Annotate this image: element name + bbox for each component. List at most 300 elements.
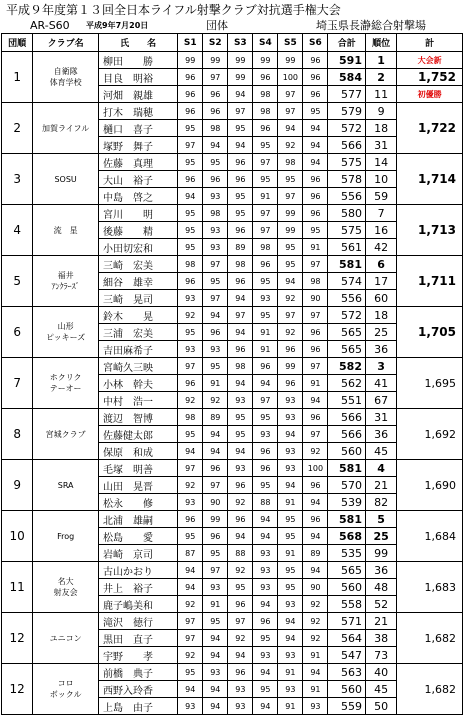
table-row xyxy=(2,52,463,69)
series-score-s4: 93 xyxy=(253,426,278,443)
shooter-name: 小田切宏和 xyxy=(98,239,177,256)
table-row xyxy=(2,307,463,324)
individual-total: 566 xyxy=(328,137,366,154)
series-score-s2: 97 xyxy=(203,256,228,273)
club-name-line: ユニコン xyxy=(49,633,82,643)
individual-rank: 25 xyxy=(365,528,396,545)
individual-total: 584 xyxy=(328,69,366,86)
series-score-s3: 94 xyxy=(228,375,253,392)
series-score-s2: 96 xyxy=(203,324,228,341)
individual-rank: 7 xyxy=(365,205,396,222)
club-name xyxy=(33,52,99,103)
series-score-s6: 100 xyxy=(303,460,328,477)
series-score-s2: 93 xyxy=(203,341,228,358)
series-score-s4: 98 xyxy=(253,86,278,103)
individual-rank: 1 xyxy=(365,52,396,69)
header-cell: クラブ名 xyxy=(33,34,99,52)
series-score-s4: 91 xyxy=(253,341,278,358)
individual-rank: 36 xyxy=(365,426,396,443)
series-score-s6: 98 xyxy=(303,273,328,290)
series-score-s2: 93 xyxy=(203,664,228,681)
series-score-s5: 92 xyxy=(278,324,303,341)
shooter-name: 後藤 精 xyxy=(98,222,177,239)
series-score-s1: 92 xyxy=(178,596,203,613)
club-name-line: 流 星 xyxy=(53,225,78,235)
series-score-s4: 96 xyxy=(253,443,278,460)
series-score-s1: 96 xyxy=(178,375,203,392)
results-table xyxy=(1,33,463,715)
series-score-s2: 96 xyxy=(203,86,228,103)
series-score-s5: 92 xyxy=(278,137,303,154)
team-rank: 6 xyxy=(2,307,33,358)
series-score-s5: 91 xyxy=(278,494,303,511)
series-score-s5: 99 xyxy=(278,222,303,239)
series-score-s6: 95 xyxy=(303,103,328,120)
series-score-s1: 97 xyxy=(178,137,203,154)
header-cell: S1 xyxy=(178,34,203,52)
series-score-s2: 98 xyxy=(203,205,228,222)
shooter-name: 井上 裕子 xyxy=(98,579,177,596)
series-score-s1: 95 xyxy=(178,528,203,545)
series-score-s6: 97 xyxy=(303,307,328,324)
series-score-s5: 100 xyxy=(278,69,303,86)
series-score-s5: 93 xyxy=(278,596,303,613)
team-total: 1,690 xyxy=(397,460,463,511)
shooter-name: 渡辺 智博 xyxy=(98,409,177,426)
individual-rank: 36 xyxy=(365,341,396,358)
series-score-s4: 95 xyxy=(253,273,278,290)
series-score-s2: 97 xyxy=(203,477,228,494)
individual-rank: 31 xyxy=(365,137,396,154)
individual-rank: 18 xyxy=(365,307,396,324)
team-rank: 8 xyxy=(2,409,33,460)
series-score-s6: 92 xyxy=(303,613,328,630)
record-note: 大会新 xyxy=(397,52,463,69)
series-score-s1: 92 xyxy=(178,477,203,494)
series-score-s6: 97 xyxy=(303,256,328,273)
shooter-name: 中島 啓之 xyxy=(98,188,177,205)
individual-total: 556 xyxy=(328,290,366,307)
individual-total: 578 xyxy=(328,171,366,188)
series-score-s2: 94 xyxy=(203,426,228,443)
series-score-s2: 93 xyxy=(203,188,228,205)
individual-total: 565 xyxy=(328,341,366,358)
series-score-s3: 95 xyxy=(228,188,253,205)
series-score-s4: 94 xyxy=(253,375,278,392)
series-score-s2: 93 xyxy=(203,239,228,256)
club-name-line: 名大 xyxy=(57,577,74,586)
shooter-name: 北浦 雄嗣 xyxy=(98,511,177,528)
team-rank: 9 xyxy=(2,460,33,511)
series-score-s1: 97 xyxy=(178,358,203,375)
series-score-s1: 97 xyxy=(178,630,203,647)
series-score-s5: 99 xyxy=(278,358,303,375)
individual-total: 565 xyxy=(328,562,366,579)
individual-rank: 73 xyxy=(365,647,396,664)
individual-total: 577 xyxy=(328,86,366,103)
series-score-s6: 96 xyxy=(303,205,328,222)
series-score-s4: 93 xyxy=(253,545,278,562)
series-score-s3: 96 xyxy=(228,477,253,494)
series-score-s3: 89 xyxy=(228,239,253,256)
series-score-s5: 97 xyxy=(278,188,303,205)
individual-rank: 5 xyxy=(365,511,396,528)
individual-total: 570 xyxy=(328,477,366,494)
series-score-s3: 96 xyxy=(228,341,253,358)
record-note: 初優勝 xyxy=(397,86,463,103)
series-score-s3: 96 xyxy=(228,222,253,239)
shooter-name: 佐藤健太郎 xyxy=(98,426,177,443)
team-total: 1,695 xyxy=(397,358,463,409)
series-score-s6: 90 xyxy=(303,579,328,596)
series-score-s2: 91 xyxy=(203,596,228,613)
team-rank: 12 xyxy=(2,664,33,715)
team-total: 1,711 xyxy=(397,256,463,307)
individual-total: 564 xyxy=(328,630,366,647)
series-score-s3: 96 xyxy=(228,273,253,290)
individual-total: 580 xyxy=(328,205,366,222)
header-cell: S4 xyxy=(253,34,278,52)
team-rank: 7 xyxy=(2,358,33,409)
series-score-s1: 96 xyxy=(178,273,203,290)
series-score-s6: 96 xyxy=(303,324,328,341)
series-score-s3: 97 xyxy=(228,613,253,630)
team-total: 1,722 xyxy=(397,103,463,154)
series-score-s4: 97 xyxy=(253,205,278,222)
header-cell: S3 xyxy=(228,34,253,52)
series-score-s6: 94 xyxy=(303,392,328,409)
individual-rank: 36 xyxy=(365,562,396,579)
series-score-s3: 98 xyxy=(228,256,253,273)
series-score-s3: 92 xyxy=(228,562,253,579)
club-name xyxy=(33,613,99,664)
series-score-s2: 92 xyxy=(203,392,228,409)
series-score-s3: 96 xyxy=(228,511,253,528)
shooter-name: 古山かおり xyxy=(98,562,177,579)
series-score-s1: 94 xyxy=(178,443,203,460)
club-name xyxy=(33,511,99,562)
shooter-name: 三崎 晃司 xyxy=(98,290,177,307)
shooter-name: 宇野 孝 xyxy=(98,647,177,664)
series-score-s4: 94 xyxy=(253,596,278,613)
club-name xyxy=(33,103,99,154)
series-score-s6: 96 xyxy=(303,511,328,528)
individual-total: 556 xyxy=(328,188,366,205)
shooter-name: 鈴木 晃 xyxy=(98,307,177,324)
series-score-s6: 96 xyxy=(303,171,328,188)
individual-rank: 10 xyxy=(365,171,396,188)
series-score-s6: 94 xyxy=(303,528,328,545)
individual-total: 581 xyxy=(328,460,366,477)
individual-rank: 9 xyxy=(365,103,396,120)
team-total: 1,682 xyxy=(397,664,463,715)
team-total: 1,713 xyxy=(397,205,463,256)
series-score-s2: 98 xyxy=(203,120,228,137)
club-name xyxy=(33,562,99,613)
series-score-s5: 98 xyxy=(278,154,303,171)
series-score-s2: 94 xyxy=(203,137,228,154)
series-score-s2: 91 xyxy=(203,375,228,392)
individual-rank: 25 xyxy=(365,324,396,341)
shooter-name: 目良 明裕 xyxy=(98,69,177,86)
club-name xyxy=(33,358,99,409)
individual-total: 566 xyxy=(328,426,366,443)
series-score-s6: 95 xyxy=(303,222,328,239)
shooter-name: 滝沢 徳行 xyxy=(98,613,177,630)
series-score-s1: 95 xyxy=(178,664,203,681)
series-score-s4: 93 xyxy=(253,579,278,596)
shooter-name: 樋口 喜子 xyxy=(98,120,177,137)
header-cell: S2 xyxy=(203,34,228,52)
series-score-s2: 96 xyxy=(203,103,228,120)
club-name xyxy=(33,256,99,307)
series-score-s6: 92 xyxy=(303,630,328,647)
shooter-name: 柳田 勝 xyxy=(98,52,177,69)
club-name-line: SOSU xyxy=(54,174,77,184)
series-score-s5: 94 xyxy=(278,273,303,290)
series-score-s5: 94 xyxy=(278,477,303,494)
series-score-s5: 93 xyxy=(278,409,303,426)
club-name-line: 宮城クラブ xyxy=(45,429,86,439)
series-score-s4: 94 xyxy=(253,698,278,715)
series-score-s4: 91 xyxy=(253,188,278,205)
team-total: 1,752 xyxy=(397,69,463,86)
club-name-line: ｱﾝｸﾗｰｽﾞ xyxy=(51,282,80,291)
series-score-s6: 91 xyxy=(303,647,328,664)
series-score-s5: 91 xyxy=(278,698,303,715)
series-score-s6: 97 xyxy=(303,358,328,375)
series-score-s2: 94 xyxy=(203,647,228,664)
series-score-s1: 96 xyxy=(178,511,203,528)
series-score-s2: 95 xyxy=(203,154,228,171)
individual-rank: 50 xyxy=(365,698,396,715)
individual-total: 560 xyxy=(328,443,366,460)
series-score-s5: 95 xyxy=(278,562,303,579)
series-score-s1: 92 xyxy=(178,392,203,409)
series-score-s1: 98 xyxy=(178,256,203,273)
series-score-s4: 96 xyxy=(253,358,278,375)
series-score-s3: 95 xyxy=(228,426,253,443)
individual-rank: 3 xyxy=(365,358,396,375)
series-score-s4: 96 xyxy=(253,256,278,273)
club-name-line: ボックル xyxy=(49,690,82,699)
series-score-s5: 95 xyxy=(278,239,303,256)
individual-rank: 67 xyxy=(365,392,396,409)
individual-rank: 40 xyxy=(365,664,396,681)
series-score-s1: 95 xyxy=(178,324,203,341)
series-score-s1: 97 xyxy=(178,613,203,630)
series-score-s5: 97 xyxy=(278,307,303,324)
table-row xyxy=(2,256,463,273)
shooter-name: 小林 幹夫 xyxy=(98,375,177,392)
series-score-s5: 92 xyxy=(278,290,303,307)
individual-total: 539 xyxy=(328,494,366,511)
series-score-s1: 92 xyxy=(178,307,203,324)
series-score-s3: 95 xyxy=(228,205,253,222)
series-score-s6: 96 xyxy=(303,86,328,103)
individual-total: 547 xyxy=(328,647,366,664)
individual-rank: 21 xyxy=(365,477,396,494)
series-score-s4: 93 xyxy=(253,647,278,664)
series-score-s3: 92 xyxy=(228,494,253,511)
team-rank: 3 xyxy=(2,154,33,205)
individual-total: 582 xyxy=(328,358,366,375)
header-cell: 計 xyxy=(397,34,463,52)
shooter-name: 三浦 宏美 xyxy=(98,324,177,341)
series-score-s6: 94 xyxy=(303,664,328,681)
series-score-s1: 93 xyxy=(178,341,203,358)
club-name-line: コロ xyxy=(57,679,74,688)
series-score-s1: 97 xyxy=(178,460,203,477)
series-score-s5: 97 xyxy=(278,103,303,120)
series-score-s4: 95 xyxy=(253,307,278,324)
series-score-s4: 97 xyxy=(253,392,278,409)
table-row xyxy=(2,460,463,477)
series-score-s3: 94 xyxy=(228,528,253,545)
series-score-s1: 94 xyxy=(178,681,203,698)
individual-total: 575 xyxy=(328,222,366,239)
series-score-s4: 94 xyxy=(253,664,278,681)
table-row xyxy=(2,664,463,681)
individual-rank: 31 xyxy=(365,409,396,426)
individual-total: 568 xyxy=(328,528,366,545)
series-score-s6: 97 xyxy=(303,426,328,443)
series-score-s1: 93 xyxy=(178,290,203,307)
series-score-s1: 96 xyxy=(178,86,203,103)
individual-rank: 42 xyxy=(365,239,396,256)
club-name-line: SRA xyxy=(57,480,74,490)
individual-total: 575 xyxy=(328,154,366,171)
series-score-s2: 93 xyxy=(203,222,228,239)
series-score-s6: 94 xyxy=(303,494,328,511)
series-score-s2: 94 xyxy=(203,443,228,460)
club-name-line: ホクリク xyxy=(49,373,82,382)
series-score-s4: 98 xyxy=(253,239,278,256)
series-score-s2: 99 xyxy=(203,511,228,528)
team-total: 1,684 xyxy=(397,511,463,562)
series-score-s5: 95 xyxy=(278,528,303,545)
team-rank: 12 xyxy=(2,613,33,664)
individual-total: 563 xyxy=(328,664,366,681)
series-score-s6: 94 xyxy=(303,154,328,171)
team-total: 1,682 xyxy=(397,613,463,664)
shooter-name: 塚野 舞子 xyxy=(98,137,177,154)
individual-rank: 48 xyxy=(365,579,396,596)
individual-rank: 18 xyxy=(365,120,396,137)
club-name-line: 射友会 xyxy=(53,588,78,597)
series-score-s2: 97 xyxy=(203,69,228,86)
shooter-name: 山田 晃晋 xyxy=(98,477,177,494)
series-score-s4: 95 xyxy=(253,630,278,647)
series-score-s1: 96 xyxy=(178,69,203,86)
series-score-s6: 92 xyxy=(303,443,328,460)
header-cell: 氏 名 xyxy=(98,34,177,52)
series-score-s6: 96 xyxy=(303,341,328,358)
series-score-s2: 90 xyxy=(203,494,228,511)
series-score-s4: 95 xyxy=(253,137,278,154)
team-rank: 10 xyxy=(2,511,33,562)
individual-total: 565 xyxy=(328,324,366,341)
series-score-s3: 95 xyxy=(228,579,253,596)
individual-rank: 38 xyxy=(365,630,396,647)
series-score-s5: 96 xyxy=(278,375,303,392)
table-row xyxy=(2,205,463,222)
event-venue: 埼玉県長瀞総合射撃場 xyxy=(316,19,426,32)
series-score-s2: 99 xyxy=(203,52,228,69)
series-score-s1: 94 xyxy=(178,188,203,205)
results-body xyxy=(2,52,463,715)
series-score-s1: 95 xyxy=(178,120,203,137)
series-score-s2: 94 xyxy=(203,681,228,698)
shooter-name: 大山 裕子 xyxy=(98,171,177,188)
series-score-s5: 91 xyxy=(278,664,303,681)
series-score-s6: 96 xyxy=(303,477,328,494)
series-score-s4: 95 xyxy=(253,171,278,188)
shooter-name: 前橋 典子 xyxy=(98,664,177,681)
table-row xyxy=(2,103,463,120)
individual-total: 562 xyxy=(328,375,366,392)
shooter-name: 鹿子嶋美和 xyxy=(98,596,177,613)
series-score-s2: 95 xyxy=(203,273,228,290)
individual-rank: 21 xyxy=(365,613,396,630)
club-name xyxy=(33,460,99,511)
series-score-s4: 97 xyxy=(253,154,278,171)
team-rank: 2 xyxy=(2,103,33,154)
shooter-name: 松永 修 xyxy=(98,494,177,511)
club-name-line: 体育学校 xyxy=(49,78,82,87)
individual-rank: 16 xyxy=(365,222,396,239)
individual-total: 560 xyxy=(328,681,366,698)
shooter-name: 松島 愛 xyxy=(98,528,177,545)
individual-total: 560 xyxy=(328,579,366,596)
series-score-s4: 96 xyxy=(253,613,278,630)
series-score-s5: 94 xyxy=(278,426,303,443)
series-score-s4: 93 xyxy=(253,290,278,307)
team-total: 1,692 xyxy=(397,409,463,460)
series-score-s2: 94 xyxy=(203,307,228,324)
series-score-s4: 98 xyxy=(253,103,278,120)
series-score-s4: 96 xyxy=(253,120,278,137)
series-score-s4: 99 xyxy=(253,52,278,69)
header-cell: 順位 xyxy=(365,34,396,52)
shooter-name: 上島 由子 xyxy=(98,698,177,715)
series-score-s5: 99 xyxy=(278,52,303,69)
club-name-line: 自衛隊 xyxy=(53,67,78,76)
shooter-name: 佐藤 真理 xyxy=(98,154,177,171)
series-score-s5: 94 xyxy=(278,120,303,137)
series-score-s6: 93 xyxy=(303,698,328,715)
series-score-s6: 91 xyxy=(303,239,328,256)
shooter-name: 岩崎 京司 xyxy=(98,545,177,562)
individual-total: 558 xyxy=(328,596,366,613)
individual-total: 551 xyxy=(328,392,366,409)
series-score-s1: 98 xyxy=(178,409,203,426)
shooter-name: 細谷 雄幸 xyxy=(98,273,177,290)
club-name-line: 福井 xyxy=(57,271,74,280)
series-score-s1: 92 xyxy=(178,647,203,664)
series-score-s3: 94 xyxy=(228,290,253,307)
series-score-s4: 97 xyxy=(253,222,278,239)
series-score-s2: 97 xyxy=(203,562,228,579)
club-name-line: テーオー xyxy=(49,384,82,393)
individual-total: 574 xyxy=(328,273,366,290)
event-category: 団体 xyxy=(206,19,228,32)
individual-total: 571 xyxy=(328,613,366,630)
series-score-s5: 94 xyxy=(278,613,303,630)
team-rank: 11 xyxy=(2,562,33,613)
series-score-s3: 94 xyxy=(228,647,253,664)
club-name xyxy=(33,664,99,715)
